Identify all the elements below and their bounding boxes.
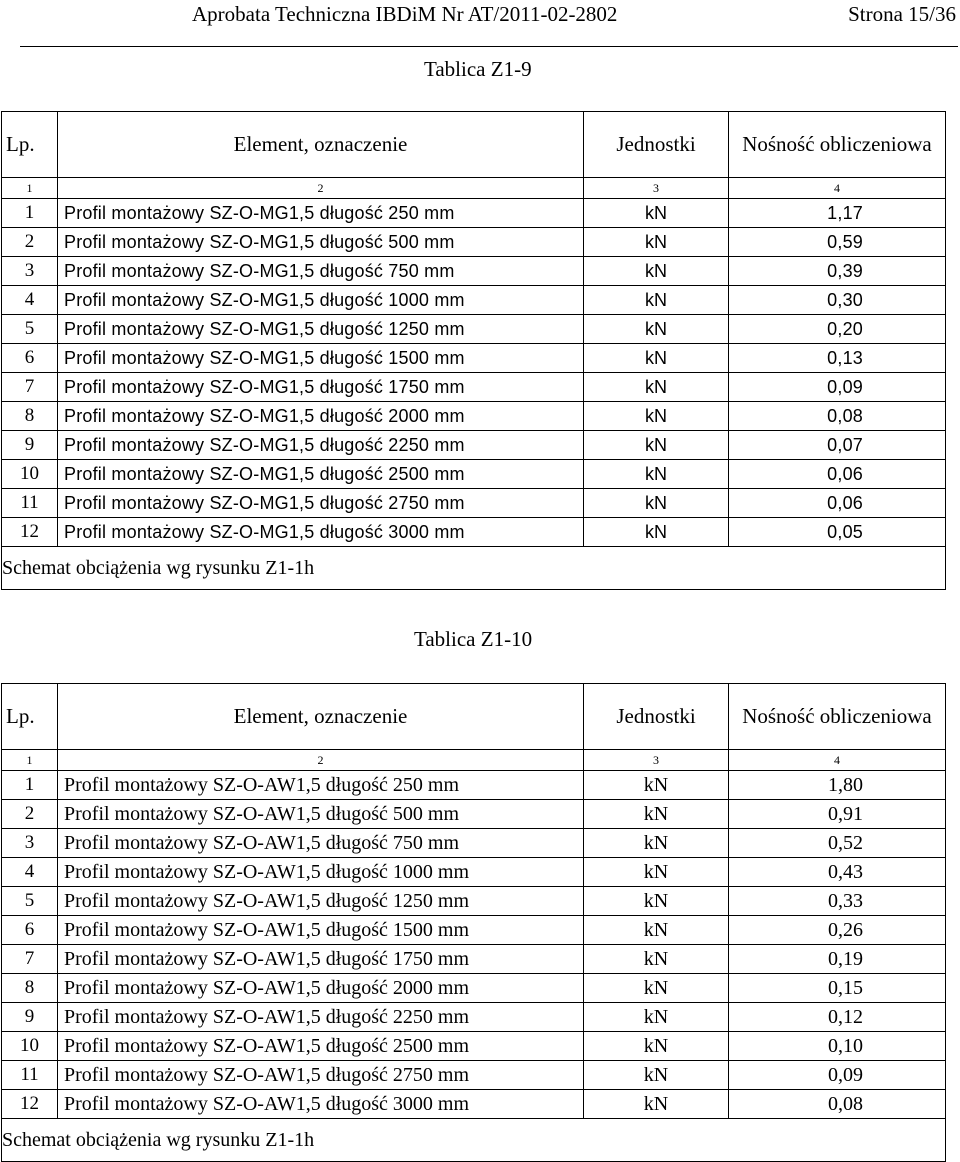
unit-cell: kN xyxy=(584,1061,729,1090)
value-cell: 0,07 xyxy=(729,431,946,460)
unit-cell: kN xyxy=(584,1090,729,1119)
value-cell: 0,06 xyxy=(729,489,946,518)
unit-cell: kN xyxy=(584,858,729,887)
element-cell: Profil montażowy SZ-O-MG1,5 długość 1500 mm xyxy=(58,344,584,373)
row-number: 11 xyxy=(2,489,58,518)
table-row xyxy=(2,199,946,228)
column-header: Jednostki xyxy=(584,684,729,750)
row-number: 8 xyxy=(2,402,58,431)
unit-cell: kN xyxy=(584,1003,729,1032)
unit-cell: kN xyxy=(584,887,729,916)
element-cell: Profil montażowy SZ-O-AW1,5 długość 1500 mm xyxy=(58,916,584,945)
value-cell: 0,52 xyxy=(729,829,946,858)
row-number: 6 xyxy=(2,344,58,373)
table-row xyxy=(2,858,946,887)
data-table xyxy=(1,683,946,1162)
row-number: 2 xyxy=(2,800,58,829)
value-cell: 0,13 xyxy=(729,344,946,373)
column-number: 4 xyxy=(729,178,946,199)
element-cell: Profil montażowy SZ-O-MG1,5 długość 2250 mm xyxy=(58,431,584,460)
unit-cell: kN xyxy=(584,402,729,431)
column-header: Element, oznaczenie xyxy=(58,684,584,750)
value-cell: 0,59 xyxy=(729,228,946,257)
table-row xyxy=(2,829,946,858)
table-row xyxy=(2,1003,946,1032)
table-row xyxy=(2,1090,946,1119)
value-cell: 0,10 xyxy=(729,1032,946,1061)
value-cell: 0,39 xyxy=(729,257,946,286)
table-row xyxy=(2,286,946,315)
table-row xyxy=(2,1032,946,1061)
element-cell: Profil montażowy SZ-O-MG1,5 długość 2750 mm xyxy=(58,489,584,518)
table-row xyxy=(2,257,946,286)
table-row xyxy=(2,974,946,1003)
unit-cell: kN xyxy=(584,286,729,315)
unit-cell: kN xyxy=(584,373,729,402)
row-number: 2 xyxy=(2,228,58,257)
column-header: Nośność obliczeniowa xyxy=(729,112,946,178)
row-number: 10 xyxy=(2,1032,58,1061)
element-cell: Profil montażowy SZ-O-AW1,5 długość 1000 mm xyxy=(58,858,584,887)
table-row xyxy=(2,344,946,373)
column-number: 2 xyxy=(58,178,584,199)
data-table xyxy=(1,111,946,590)
element-cell: Profil montażowy SZ-O-MG1,5 długość 3000 mm xyxy=(58,518,584,547)
table-header-row xyxy=(2,112,946,178)
note: Schemat obciążenia wg rysunku Z1-1h xyxy=(2,547,946,590)
column-header: Nośność obliczeniowa xyxy=(729,684,946,750)
table-row xyxy=(2,315,946,344)
element-cell: Profil montażowy SZ-O-AW1,5 długość 3000 mm xyxy=(58,1090,584,1119)
value-cell: 0,26 xyxy=(729,916,946,945)
value-cell: 0,19 xyxy=(729,945,946,974)
unit-cell: kN xyxy=(584,916,729,945)
row-number: 5 xyxy=(2,887,58,916)
value-cell: 1,80 xyxy=(729,771,946,800)
row-number: 11 xyxy=(2,1061,58,1090)
element-cell: Profil montażowy SZ-O-AW1,5 długość 750 mm xyxy=(58,829,584,858)
value-cell: 0,15 xyxy=(729,974,946,1003)
column-number-row xyxy=(2,178,946,199)
row-number: 5 xyxy=(2,315,58,344)
table-caption: Tablica Z1-9 xyxy=(424,57,532,81)
unit-cell: kN xyxy=(584,771,729,800)
element-cell: Profil montażowy SZ-O-MG1,5 długość 500 mm xyxy=(58,228,584,257)
table-row xyxy=(2,1061,946,1090)
table-row xyxy=(2,945,946,974)
note-row xyxy=(2,547,946,590)
row-number: 7 xyxy=(2,945,58,974)
unit-cell: kN xyxy=(584,199,729,228)
column-number: 1 xyxy=(2,178,58,199)
value-cell: 0,91 xyxy=(729,800,946,829)
table-row xyxy=(2,800,946,829)
column-number: 4 xyxy=(729,750,946,771)
value-cell: 0,05 xyxy=(729,518,946,547)
row-number: 7 xyxy=(2,373,58,402)
unit-cell: kN xyxy=(584,489,729,518)
row-number: 1 xyxy=(2,199,58,228)
unit-cell: kN xyxy=(584,344,729,373)
column-number: 2 xyxy=(58,750,584,771)
column-number: 3 xyxy=(584,178,729,199)
element-cell: Profil montażowy SZ-O-MG1,5 długość 1000 mm xyxy=(58,286,584,315)
note-row xyxy=(2,1119,946,1162)
element-cell: Profil montażowy SZ-O-AW1,5 długość 1250 mm xyxy=(58,887,584,916)
value-cell: 0,06 xyxy=(729,460,946,489)
page-header xyxy=(0,0,960,50)
column-header: Lp. xyxy=(2,112,58,178)
unit-cell: kN xyxy=(584,800,729,829)
row-number: 3 xyxy=(2,257,58,286)
value-cell: 0,08 xyxy=(729,402,946,431)
value-cell: 0,08 xyxy=(729,1090,946,1119)
row-number: 12 xyxy=(2,1090,58,1119)
row-number: 8 xyxy=(2,974,58,1003)
table-row xyxy=(2,228,946,257)
row-number: 4 xyxy=(2,858,58,887)
element-cell: Profil montażowy SZ-O-AW1,5 długość 250 mm xyxy=(58,771,584,800)
unit-cell: kN xyxy=(584,974,729,1003)
row-number: 12 xyxy=(2,518,58,547)
element-cell: Profil montażowy SZ-O-MG1,5 długość 250 mm xyxy=(58,199,584,228)
element-cell: Profil montażowy SZ-O-MG1,5 długość 1750 mm xyxy=(58,373,584,402)
value-cell: 1,17 xyxy=(729,199,946,228)
element-cell: Profil montażowy SZ-O-MG1,5 długość 2500 mm xyxy=(58,460,584,489)
column-header: Lp. xyxy=(2,684,58,750)
document-title: Aprobata Techniczna IBDiM Nr AT/2011-02-2802 xyxy=(192,2,618,26)
unit-cell: kN xyxy=(584,1032,729,1061)
value-cell: 0,09 xyxy=(729,373,946,402)
unit-cell: kN xyxy=(584,315,729,344)
element-cell: Profil montażowy SZ-O-AW1,5 długość 2000 mm xyxy=(58,974,584,1003)
value-cell: 0,09 xyxy=(729,1061,946,1090)
element-cell: Profil montażowy SZ-O-AW1,5 długość 2250 mm xyxy=(58,1003,584,1032)
note: Schemat obciążenia wg rysunku Z1-1h xyxy=(2,1119,946,1162)
table-row xyxy=(2,460,946,489)
column-number: 1 xyxy=(2,750,58,771)
value-cell: 0,20 xyxy=(729,315,946,344)
element-cell: Profil montażowy SZ-O-MG1,5 długość 2000 mm xyxy=(58,402,584,431)
unit-cell: kN xyxy=(584,431,729,460)
element-cell: Profil montażowy SZ-O-MG1,5 długość 750 mm xyxy=(58,257,584,286)
column-header: Element, oznaczenie xyxy=(58,112,584,178)
column-number-row xyxy=(2,750,946,771)
table-row xyxy=(2,489,946,518)
unit-cell: kN xyxy=(584,829,729,858)
unit-cell: kN xyxy=(584,257,729,286)
page-number: Strona 15/36 xyxy=(848,2,956,26)
element-cell: Profil montażowy SZ-O-AW1,5 długość 2500 mm xyxy=(58,1032,584,1061)
value-cell: 0,12 xyxy=(729,1003,946,1032)
element-cell: Profil montażowy SZ-O-AW1,5 długość 1750 mm xyxy=(58,945,584,974)
table-row xyxy=(2,518,946,547)
table-row xyxy=(2,916,946,945)
row-number: 6 xyxy=(2,916,58,945)
table-row xyxy=(2,373,946,402)
element-cell: Profil montażowy SZ-O-AW1,5 długość 2750 mm xyxy=(58,1061,584,1090)
row-number: 1 xyxy=(2,771,58,800)
table-header-row xyxy=(2,684,946,750)
row-number: 9 xyxy=(2,1003,58,1032)
row-number: 4 xyxy=(2,286,58,315)
row-number: 10 xyxy=(2,460,58,489)
value-cell: 0,30 xyxy=(729,286,946,315)
header-rule xyxy=(20,46,958,47)
row-number: 9 xyxy=(2,431,58,460)
table-row xyxy=(2,771,946,800)
element-cell: Profil montażowy SZ-O-AW1,5 długość 500 mm xyxy=(58,800,584,829)
element-cell: Profil montażowy SZ-O-MG1,5 długość 1250 mm xyxy=(58,315,584,344)
unit-cell: kN xyxy=(584,228,729,257)
table-row xyxy=(2,402,946,431)
value-cell: 0,43 xyxy=(729,858,946,887)
value-cell: 0,33 xyxy=(729,887,946,916)
table-row xyxy=(2,431,946,460)
column-header: Jednostki xyxy=(584,112,729,178)
unit-cell: kN xyxy=(584,460,729,489)
column-number: 3 xyxy=(584,750,729,771)
table-caption: Tablica Z1-10 xyxy=(414,627,533,651)
table-row xyxy=(2,887,946,916)
row-number: 3 xyxy=(2,829,58,858)
unit-cell: kN xyxy=(584,945,729,974)
unit-cell: kN xyxy=(584,518,729,547)
